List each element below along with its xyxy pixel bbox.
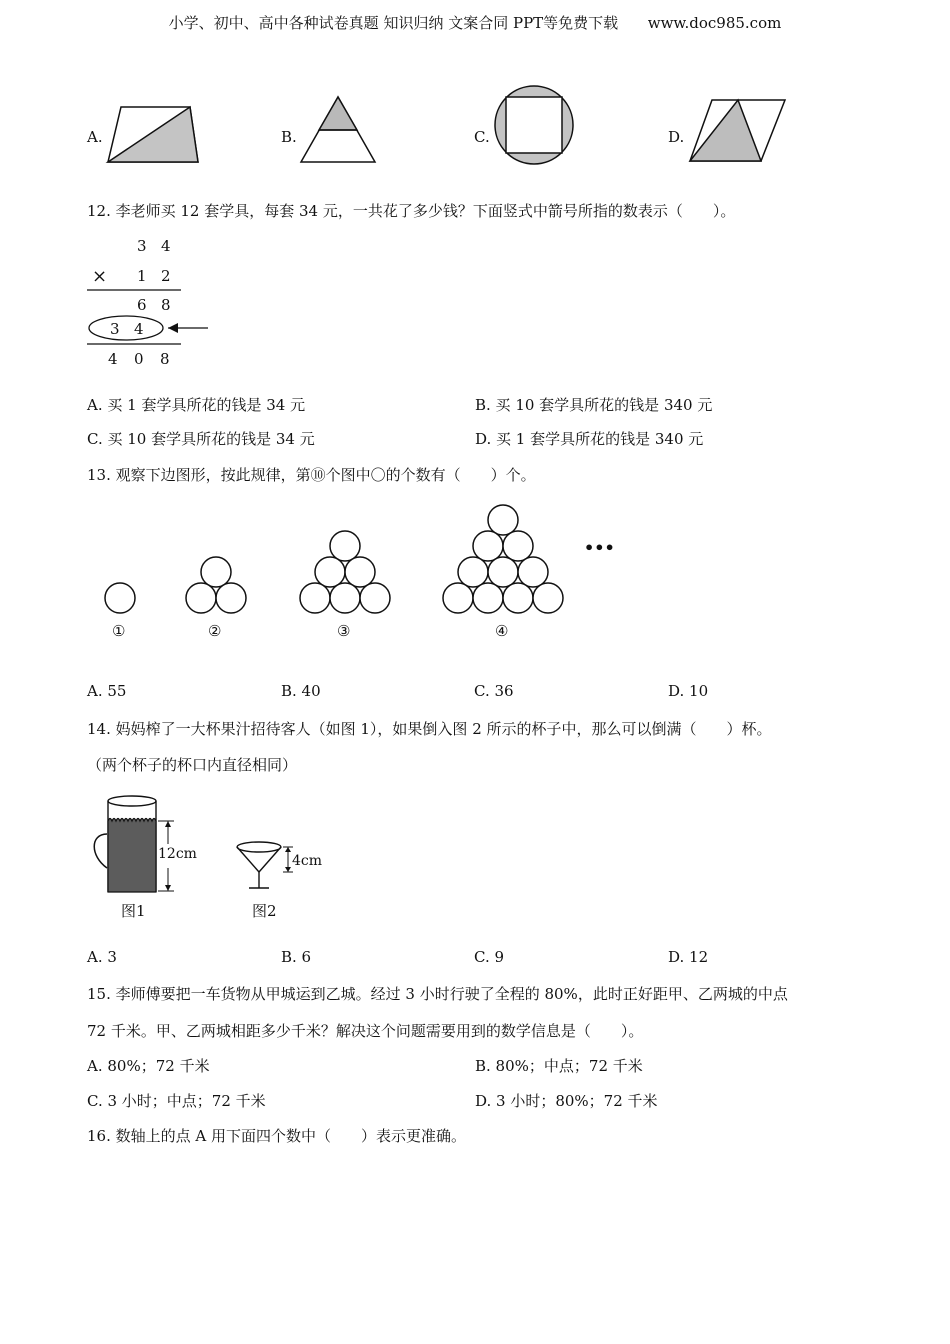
mult-row3-digit2: 8 — [161, 296, 171, 314]
q15-question-line2: 72 千米。甲、乙两城相距多少千米？解决这个问题需要用到的数学信息是（ ）。 — [87, 1022, 644, 1040]
q15-question-line1: 15. 李师傅要把一车货物从甲城运到乙城。经过 3 小时行驶了全程的 80%，此时正好距甲、乙两城的中点 — [87, 985, 788, 1003]
mult-line-2 — [87, 343, 183, 347]
q11-figure-a-trapezoid — [105, 104, 201, 166]
mult-row4-digit1: 3 — [110, 320, 120, 338]
mult-row2-digit1: 1 — [137, 267, 147, 285]
q14-question: 14. 妈妈榨了一大杯果汁招待客人（如图 1），如果倒入图 2 所示的杯子中，那么可以倒满（ ）杯。 — [87, 720, 772, 738]
mult-row1-digit2: 4 — [161, 237, 171, 255]
q13-question: 13. 观察下边图形，按此规律，第⑩个图中〇的个数有（ ）个。 — [87, 466, 536, 484]
mult-row5-digit1: 4 — [108, 350, 118, 368]
q15-option-b[interactable]: B. 80%；中点；72 千米 — [475, 1057, 643, 1075]
mult-row1-digit1: 3 — [137, 237, 147, 255]
q14-fig1-caption: 图1 — [121, 902, 146, 920]
q13-option-d[interactable]: D. 10 — [668, 682, 709, 700]
mult-row5-digit2: 0 — [134, 350, 144, 368]
q12-option-d[interactable]: D. 买 1 套学具所花的钱是 340 元 — [475, 430, 704, 448]
q11-figure-b-triangle — [299, 95, 377, 165]
q12-option-a[interactable]: A. 买 1 套学具所花的钱是 34 元 — [87, 396, 306, 414]
q13-circle-pattern — [100, 500, 620, 620]
q13-figure-label-3: ③ — [337, 622, 351, 640]
q13-figure-label-2: ② — [208, 622, 222, 640]
q13-ellipsis: ••• — [584, 538, 615, 557]
q11-label-b: B. — [281, 128, 297, 146]
q14-fig2-height-label: 4cm — [292, 853, 323, 869]
q14-option-c[interactable]: C. 9 — [474, 948, 505, 966]
mult-row2-digit2: 2 — [161, 267, 171, 285]
mult-row5-digit3: 8 — [160, 350, 170, 368]
mult-row4-digit2: 4 — [134, 320, 144, 338]
q12-option-c[interactable]: C. 买 10 套学具所花的钱是 34 元 — [87, 430, 315, 448]
q11-label-c: C. — [474, 128, 490, 146]
q14-fig1-height-label: 12cm — [158, 846, 197, 862]
q11-label-d: D. — [668, 128, 685, 146]
q13-option-a[interactable]: A. 55 — [87, 682, 127, 700]
q14-option-a[interactable]: A. 3 — [87, 948, 117, 966]
q14-note: （两个杯子的杯口内直径相同） — [87, 756, 298, 774]
q14-option-b[interactable]: B. 6 — [281, 948, 312, 966]
q11-figure-d-parallelogram — [688, 97, 788, 165]
q13-option-b[interactable]: B. 40 — [281, 682, 321, 700]
page-header — [0, 12, 950, 33]
mult-row3-digit1: 6 — [137, 296, 147, 314]
mult-times-sign: × — [92, 266, 108, 287]
mult-line-1 — [87, 289, 183, 293]
q13-figure-label-1: ① — [112, 622, 126, 640]
q13-figure-label-4: ④ — [495, 622, 509, 640]
q11-label-a: A. — [87, 128, 103, 146]
q14-fig2-caption: 图2 — [252, 902, 277, 920]
header-left-text: 小学、初中、高中各种试卷真题 知识归纳 文案合同 PPT等免费下载 — [168, 14, 619, 32]
q14-option-d[interactable]: D. 12 — [668, 948, 709, 966]
mult-circled-row-and-arrow — [86, 313, 212, 343]
header-website: www.doc985.com — [647, 14, 782, 32]
q13-option-c[interactable]: C. 36 — [474, 682, 514, 700]
q15-option-c[interactable]: C. 3 小时；中点；72 千米 — [87, 1092, 266, 1110]
q15-option-a[interactable]: A. 80%；72 千米 — [87, 1057, 210, 1075]
q12-question: 12. 李老师买 12 套学具，每套 34 元，一共花了多少钱？下面竖式中箭号所指的数表示（ ）。 — [87, 202, 736, 220]
q14-figure2-cone-cup — [233, 840, 295, 896]
q15-option-d[interactable]: D. 3 小时；80%；72 千米 — [475, 1092, 658, 1110]
q16-question: 16. 数轴上的点 A 用下面四个数中（ ）表示更准确。 — [87, 1127, 466, 1145]
q12-option-b[interactable]: B. 买 10 套学具所花的钱是 340 元 — [475, 396, 713, 414]
q11-figure-c-circle-square — [493, 84, 575, 166]
